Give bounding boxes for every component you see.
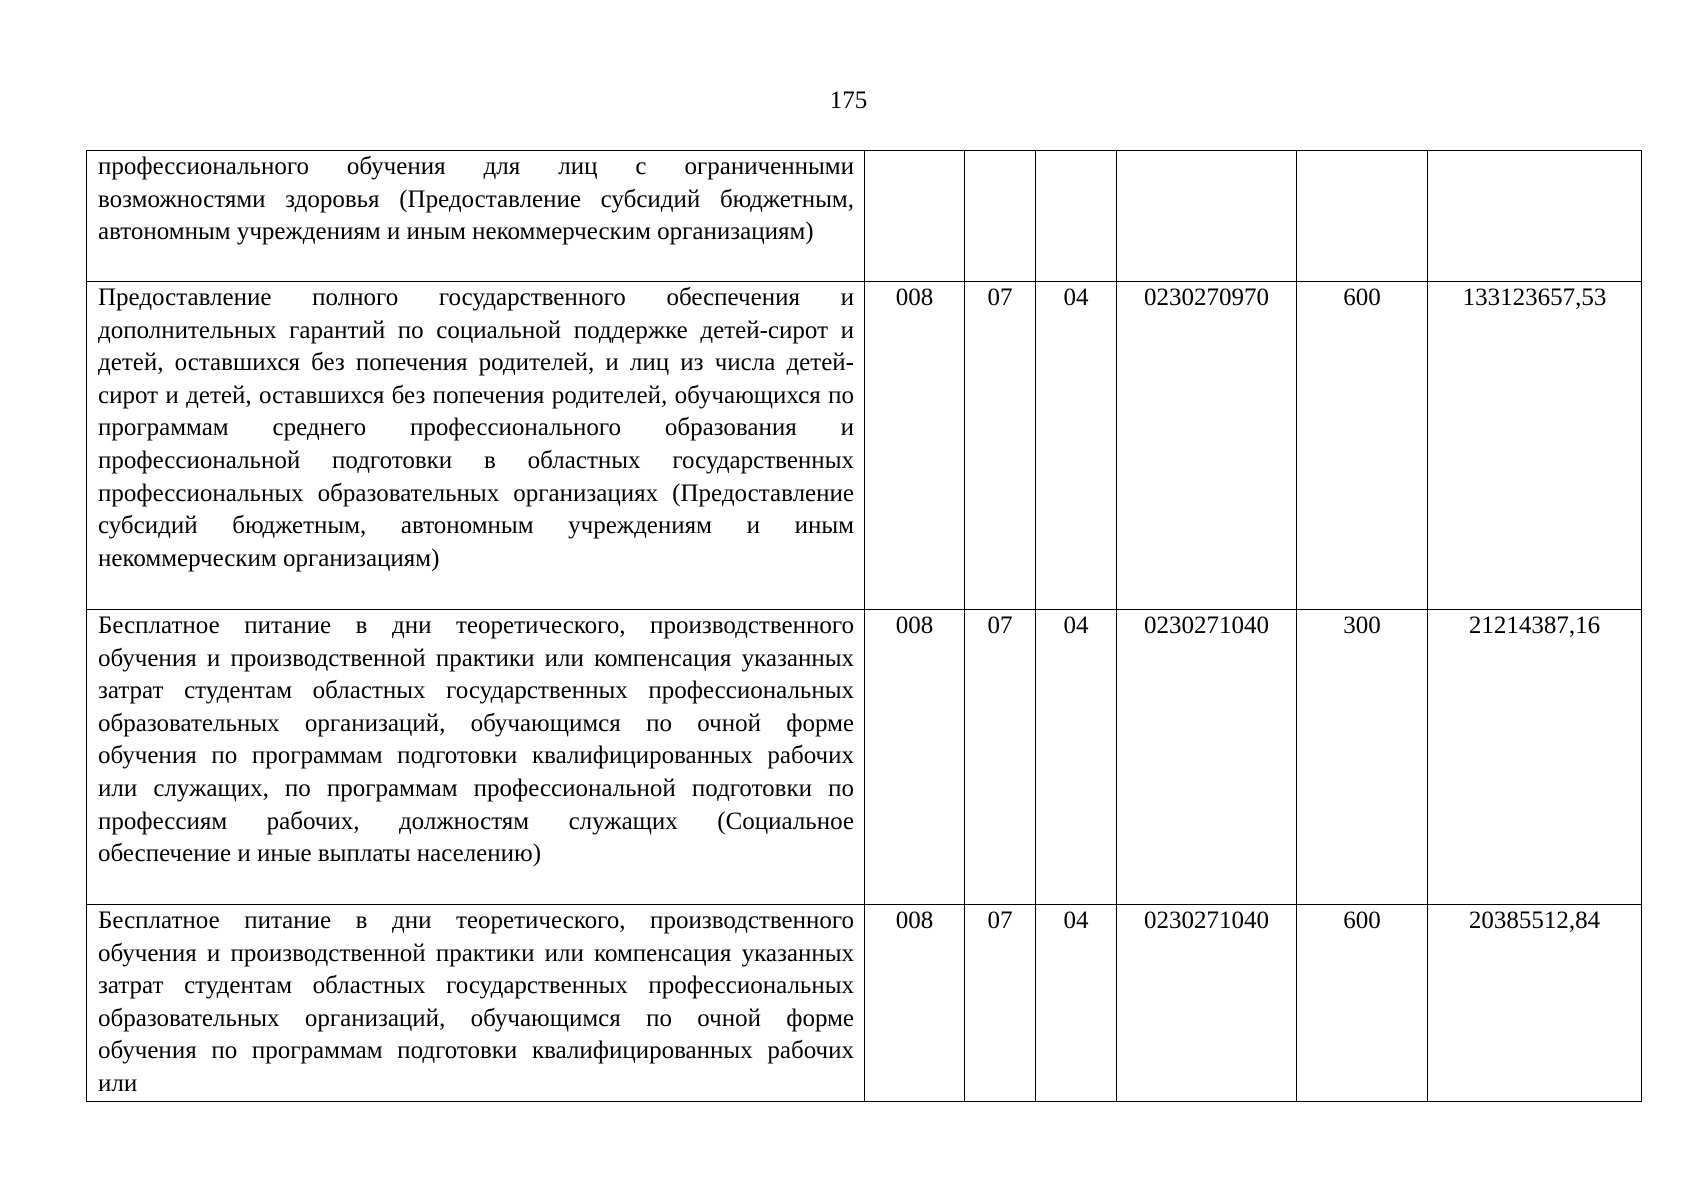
row-target-item-code: 0230271040 [1117, 610, 1297, 905]
row-grbs-code: 008 [865, 282, 965, 610]
row-description: профессионального обучения для лиц с ограниченными возможностями здоровья (Предоставление субсидий бюджетным, автономным учреждениям и иным некоммерческим организациям) [87, 151, 865, 282]
row-amount: 20385512,84 [1428, 905, 1642, 1102]
table-row [87, 610, 1642, 905]
row-grbs-code: 008 [865, 905, 965, 1102]
row-amount [1428, 151, 1642, 282]
row-description: Предоставление полного государственного обеспечения и дополнительных гарантий по социальной поддержке детей-сирот и детей, оставшихся без попечения родителей, и лиц из числа детей-сирот и детей, оставшихся без попечения родителей, обучающихся по программам среднего профессионального образования и профессиональной подготовки в областных государственных профессиональных образовательных организациях (Предоставление субсидий бюджетным, автономным учреждениям и иным некоммерческим организациям) [87, 282, 865, 610]
table-row [87, 282, 1642, 610]
row-section-code: 07 [965, 282, 1036, 610]
row-subsection-code: 04 [1036, 905, 1117, 1102]
row-grbs-code [865, 151, 965, 282]
page-number: 175 [829, 87, 868, 114]
row-amount: 21214387,16 [1428, 610, 1642, 905]
row-target-item-code: 0230271040 [1117, 905, 1297, 1102]
row-subsection-code: 04 [1036, 610, 1117, 905]
row-target-item-code [1117, 151, 1297, 282]
row-grbs-code: 008 [865, 610, 965, 905]
row-target-item-code: 0230270970 [1117, 282, 1297, 610]
row-section-code: 07 [965, 905, 1036, 1102]
row-description: Бесплатное питание в дни теоретического, производственного обучения и производственной практики или компенсация указанных затрат студентам областных государственных профессиональных образовательных организаций, обучающимся по очной форме обучения по программам подготовки квалифицированных рабочих или служащих, по программам профессиональной подготовки по профессиям рабочих, должностям служащих (Социальное обеспечение и иные выплаты населению) [87, 610, 865, 905]
row-subsection-code [1036, 151, 1117, 282]
row-section-code: 07 [965, 610, 1036, 905]
row-expense-type-code: 600 [1297, 905, 1428, 1102]
table-row [87, 905, 1642, 1102]
table-row [87, 151, 1642, 282]
row-section-code [965, 151, 1036, 282]
budget-table [86, 150, 1642, 1102]
row-expense-type-code: 300 [1297, 610, 1428, 905]
row-expense-type-code: 600 [1297, 282, 1428, 610]
row-subsection-code: 04 [1036, 282, 1117, 610]
row-description: Бесплатное питание в дни теоретического, производственного обучения и производственной практики или компенсация указанных затрат студентам областных государственных профессиональных образовательных организаций, обучающимся по очной форме обучения по программам подготовки квалифицированных рабочих или [87, 905, 865, 1102]
row-amount: 133123657,53 [1428, 282, 1642, 610]
row-expense-type-code [1297, 151, 1428, 282]
